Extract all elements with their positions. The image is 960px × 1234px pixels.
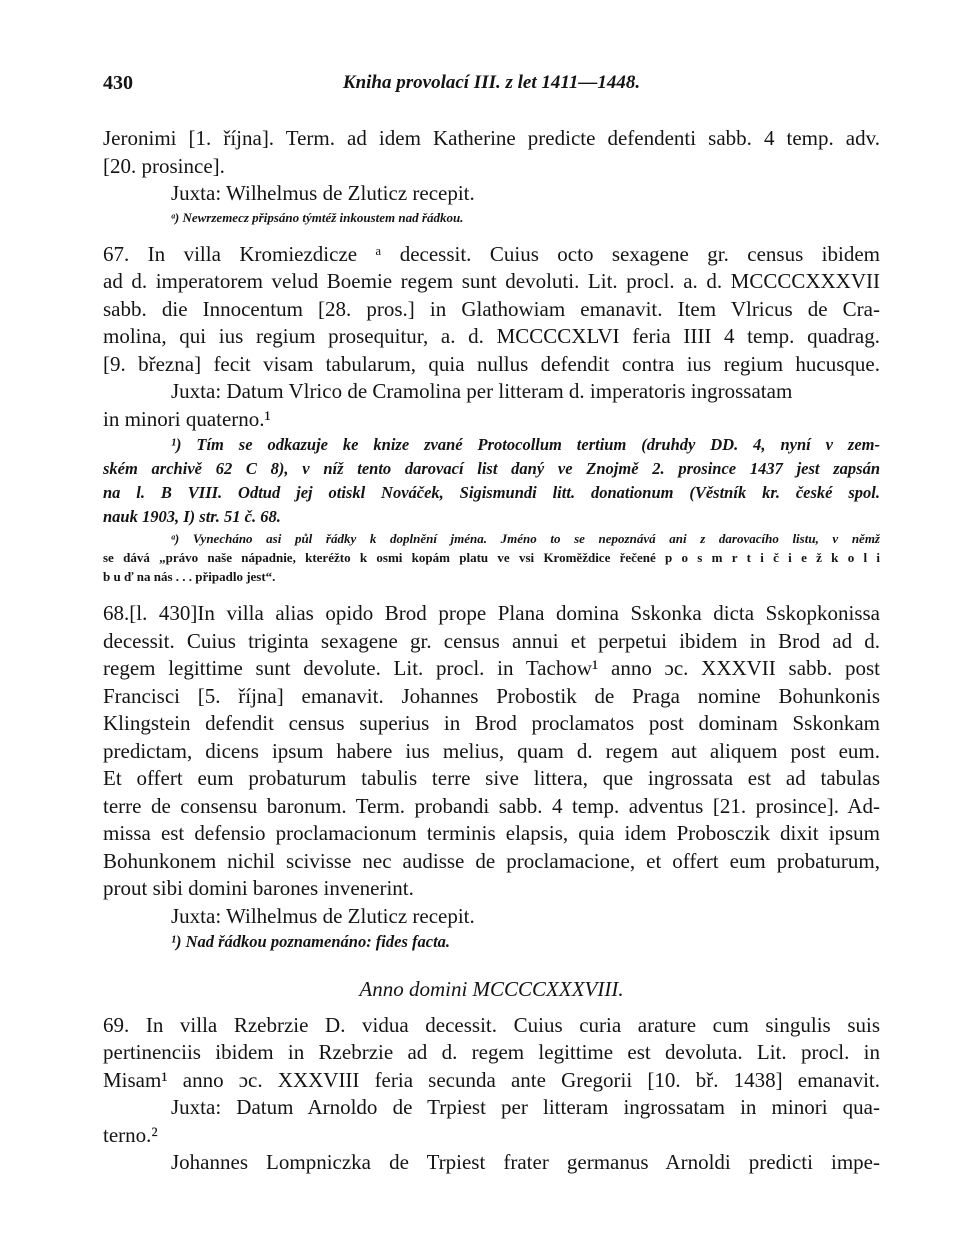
text-line: regem legittime sunt devolute. Lit. procl. in Tachow¹ anno ɔc. XXXVII sabb. post [103, 656, 880, 680]
text-line: Misam¹ anno ɔc. XXXVIII feria secunda ante Gregorii [10. bř. 1438] emanavit. [103, 1067, 880, 1092]
text-line: decessit. Cuius triginta sexagene gr. census annui et perpetui ibidem in Brod ad d. [103, 628, 880, 653]
text-line: Jeronimi [1. října]. Term. ad idem Katherine predicte defendenti sabb. 4 temp. adv. [103, 126, 880, 150]
text-line: Juxta: Datum Vlrico de Cramolina per litteram d. imperatoris ingrossatam [171, 379, 793, 403]
text-line: Francisci [5. října] emanavit. Johannes Probostik de Praga nomine Bohunkonis [103, 683, 880, 708]
page-body [103, 125, 880, 1177]
text-line: Anno domini MCCCCXXXVIII. [359, 977, 624, 1001]
text-line: [9. března] fecit visam tabularum, quia nullus defendit contra ius regium hucusque. [103, 351, 880, 376]
text-line: Bohunkonem nichil scivisse nec audisse de proclamacione, et offert eum probaturum, [103, 848, 880, 873]
footnote-line: nauk 1903, I) str. 51 č. 68. [103, 507, 281, 526]
footnote-line: ¹) Nad řádkou poznamenáno: fides facta. [171, 932, 451, 951]
text-line: 67. In villa Kromiezdicze ᵃ decessit. Cuius octo sexagene gr. census ibidem [103, 241, 880, 266]
running-header [103, 72, 880, 98]
text-line: in minori quaterno.¹ [103, 406, 271, 431]
text-line: predictam, dicens ipsum habere ius melius, quam d. regem aut aliquem post eum. [103, 738, 880, 763]
text-line: Juxta: Wilhelmus de Zluticz recepit. [171, 903, 475, 928]
spacer [103, 1004, 880, 1012]
text-line: terno.² [103, 1122, 158, 1147]
text-line: terre de consensu baronum. Term. probandi sabb. 4 temp. adventus [21. prosince]. Ad- [103, 793, 880, 818]
text-line: 69. In villa Rzebrzie D. vidua decessit. Cuius curia arature cum singulis suis [103, 1012, 880, 1037]
text-line: Juxta: Wilhelmus de Zluticz recepit. [171, 181, 475, 205]
text-line: molina, qui ius regium prosequitur, a. d. MCCCCXLVI feria IIII 4 temp. quadrag. [103, 324, 880, 348]
footnote-line: ᵃ) Newrzemecz připsáno týmtéž inkoustem nad řádkou. [171, 209, 464, 225]
running-title: Kniha provolací III. z let 1411—1448. [342, 72, 641, 93]
spacer [103, 227, 880, 241]
text-line: prout sibi domini barones invenerint. [103, 876, 414, 900]
text-line: Klingstein defendit census superius in Brod proclamatos post dominam Sskonkam [103, 711, 880, 735]
text-line: Johannes Lompniczka de Trpiest frater germanus Arnoldi predicti impe- [171, 1150, 880, 1174]
footnote-line: na l. B VIII. Odtud jej otiskl Nováček, Sigismundi litt. donationum (Věstník kr. české spol. [103, 483, 880, 502]
footnote-line: ¹) Tím se odkazuje ke knize zvané Protocollum tertium (druhdy DD. 4, nyní v zem- [171, 435, 880, 454]
text-line: pertinenciis ibidem in Rzebrzie ad d. regem legittime est devoluta. Lit. procl. in [103, 1040, 880, 1064]
footnote-line: b u ď na nás . . . připadlo jest“. [103, 569, 276, 584]
text-line: [20. prosince]. [103, 153, 225, 178]
text-line: 68.[l. 430]In villa alias opido Brod prope Plana domina Sskonka dicta Sskopkonissa [103, 601, 880, 625]
spacer [103, 954, 880, 976]
footnote-line: ském archivě 62 C 8), v níž tento darovací list daný ve Znojmě 2. prosince 1437 jest zapsán [103, 459, 880, 478]
footnote-line: se dává „právo naše nápadnie, kteréžto k osmi kopám platu ve vsi Kroměždice řečené p o s m r t i č i e ž k o l i [103, 550, 880, 565]
text-line: Juxta: Datum Arnoldo de Trpiest per litteram ingrossatam in minori qua- [171, 1095, 880, 1119]
footnote-line: ᵃ) Vynecháno asi půl řádky k doplnění jména. Jméno to se nepoznává ani z darovacího listu, v němž [171, 531, 880, 546]
page-number: 430 [103, 72, 133, 94]
text-line: ad d. imperatorem velud Boemie regem sunt devoluti. Lit. procl. a. d. MCCCCXXXVII [103, 269, 880, 293]
text-line: Et offert eum probaturum tabulis terre sive littera, que ingrossata est ad tabulas [103, 766, 880, 790]
spacer [103, 586, 880, 600]
text-line: sabb. die Innocentum [28. pros.] in Glathowiam emanavit. Item Vlricus de Cra- [103, 296, 880, 321]
text-line: missa est defensio proclamacionum terminis elapsis, quia idem Probosczik dixit ipsum [103, 821, 880, 845]
